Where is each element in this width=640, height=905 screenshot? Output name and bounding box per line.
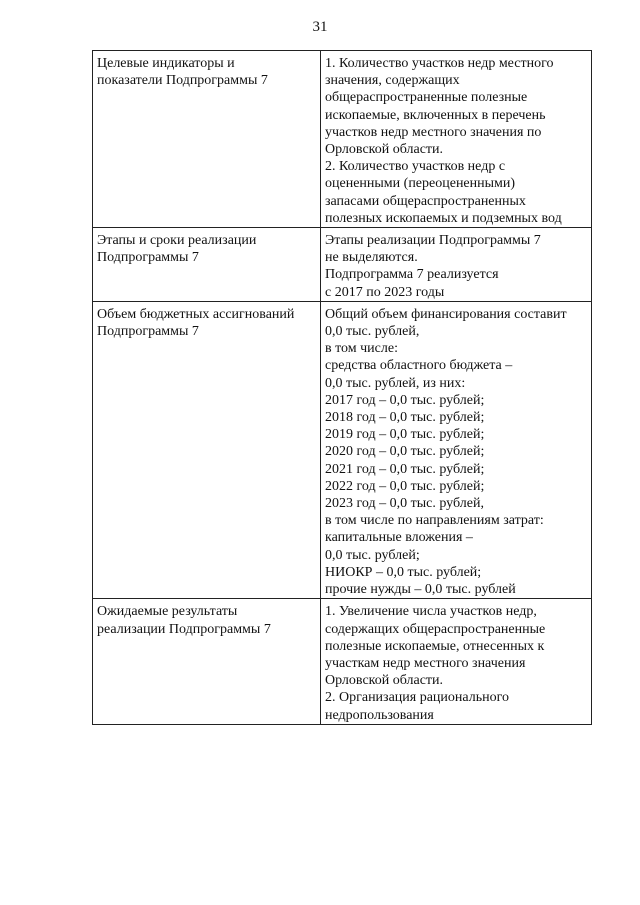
value-line: Орловской области.	[325, 142, 444, 158]
value-line: запасами общераспространенных	[325, 193, 526, 209]
subprogram-passport-table	[92, 50, 592, 725]
row-value-cell	[321, 599, 592, 724]
value-line: 2. Организация рационального	[325, 690, 510, 706]
row-label-cell	[93, 51, 321, 228]
value-line: оцененными (переоцененными)	[325, 176, 516, 192]
value-line: капитальные вложения –	[325, 530, 473, 546]
value-line: Орловской области.	[325, 673, 444, 689]
label-line: показатели Подпрограммы 7	[97, 73, 268, 89]
value-line: 2019 год – 0,0 тыс. рублей;	[325, 427, 485, 443]
label-line: Подпрограммы 7	[97, 250, 199, 266]
value-line: с 2017 по 2023 годы	[325, 284, 445, 300]
value-line: Этапы реализации Подпрограммы 7	[325, 233, 541, 249]
value-line: 1. Увеличение числа участков недр,	[325, 604, 537, 620]
page-number: 31	[312, 19, 328, 35]
label-line: Ожидаемые результаты	[97, 604, 238, 620]
value-line: 0,0 тыс. рублей;	[325, 547, 420, 563]
label-line: Подпрограммы 7	[97, 324, 199, 340]
row-value-cell	[321, 51, 592, 228]
row-label-cell	[93, 599, 321, 724]
table-body	[93, 51, 592, 725]
value-line: участков недр местного значения по	[325, 124, 542, 140]
value-line: недропользования	[325, 707, 434, 723]
row-value-cell	[321, 301, 592, 598]
value-line: полезных ископаемых и подземных вод	[325, 210, 562, 226]
value-line: в том числе:	[325, 341, 398, 357]
row-label-cell	[93, 228, 321, 302]
value-line: прочие нужды – 0,0 тыс. рублей	[325, 582, 516, 598]
row-value-cell	[321, 228, 592, 302]
value-line: значения, содержащих	[325, 73, 460, 89]
value-line: 0,0 тыс. рублей,	[325, 324, 420, 340]
value-line: 2023 год – 0,0 тыс. рублей,	[325, 496, 484, 512]
value-line: средства областного бюджета –	[325, 358, 513, 374]
value-line: полезные ископаемые, отнесенных к	[325, 638, 545, 654]
value-line: Подпрограмма 7 реализуется	[325, 267, 499, 283]
value-line: не выделяются.	[325, 250, 418, 266]
label-line: Объем бюджетных ассигнований	[97, 306, 295, 322]
value-line: участкам недр местного значения	[325, 655, 526, 671]
table-row	[93, 228, 592, 302]
value-line: 2017 год – 0,0 тыс. рублей;	[325, 392, 485, 408]
label-line: Целевые индикаторы и	[97, 56, 235, 71]
label-line: Этапы и сроки реализации	[97, 233, 257, 249]
value-line: 0,0 тыс. рублей, из них:	[325, 375, 466, 391]
value-line: 1. Количество участков недр местного	[325, 56, 554, 71]
value-line: 2018 год – 0,0 тыс. рублей;	[325, 410, 485, 426]
value-line: 2021 год – 0,0 тыс. рублей;	[325, 461, 485, 477]
label-line: реализации Подпрограммы 7	[97, 621, 271, 637]
value-line: НИОКР – 0,0 тыс. рублей;	[325, 564, 482, 580]
value-line: содержащих общераспространенные	[325, 621, 546, 637]
row-label-cell	[93, 301, 321, 598]
value-line: ископаемые, включенных в перечень	[325, 107, 546, 123]
value-line: Общий объем финансирования составит	[325, 306, 567, 322]
value-line: 2. Количество участков недр с	[325, 159, 506, 175]
table-row	[93, 301, 592, 598]
table-row	[93, 599, 592, 724]
value-line: 2022 год – 0,0 тыс. рублей;	[325, 478, 485, 494]
value-line: общераспространенные полезные	[325, 90, 528, 106]
value-line: 2020 год – 0,0 тыс. рублей;	[325, 444, 485, 460]
value-line: в том числе по направлениям затрат:	[325, 513, 544, 529]
table-row	[93, 51, 592, 228]
